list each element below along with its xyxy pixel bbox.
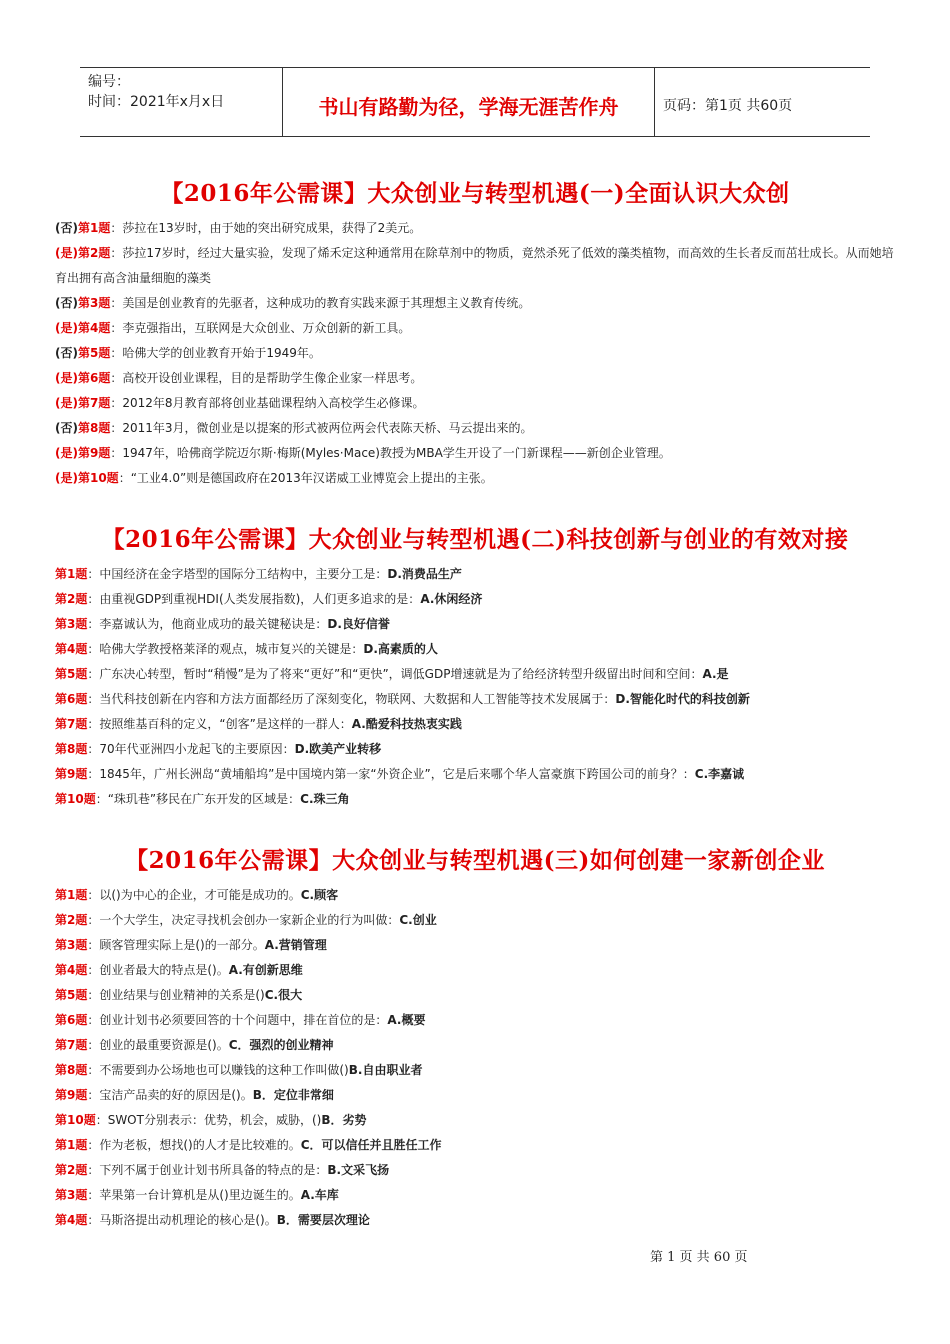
page-footer: 第 1 页 共 60 页 [650,1250,748,1265]
header-time: 时间：2021年x月x日 [88,94,225,110]
question-text: ：1845年，广州长洲岛“黄埔船坞”是中国境内第一家“外资企业”，它是后来哪个华人富豪旗下跨国公司的前身？： [87,767,695,781]
question-number: 第7题 [77,396,111,410]
judgement-tag: (是) [55,321,78,335]
section-title: 【2016年公需课】大众创业与转型机遇(三)如何创建一家新创企业 [125,847,825,874]
question-answer: A.酷爱科技热衷实践 [351,717,462,731]
question-answer: A.概要 [387,1013,426,1027]
question-item [55,612,895,637]
question-number: 第7题 [55,717,88,731]
question-item [55,341,895,366]
question-item [55,787,895,812]
section-title: 【2016年公需课】大众创业与转型机遇(一)全面认识大众创 [160,180,790,207]
judgement-tag: (否) [55,221,78,235]
judgement-tag: (否) [55,421,78,435]
question-text: ：按照维基百科的定义，“创客”是这样的一群人： [87,717,352,731]
judgement-tag: (是) [55,471,78,485]
question-item [55,466,895,491]
question-number: 第9题 [55,1088,88,1102]
question-item [55,1033,895,1058]
question-item [55,1183,895,1208]
question-number: 第1题 [77,221,111,235]
header-page: 页码：第1页 共60页 [663,98,793,114]
question-answer: C.顾客 [300,888,339,902]
question-number: 第5题 [77,346,111,360]
question-text: ：创业结果与创业精神的关系是() [87,988,265,1002]
question-text: ：2011年3月，微创业是以提案的形式被两位两会代表陈天桥、马云提出来的。 [110,421,533,435]
question-answer: C.创业 [399,913,437,927]
question-answer: C．可以信任并且胜任工作 [300,1138,442,1152]
question-answer: A.车库 [300,1188,339,1202]
question-answer: C．强烈的创业精神 [228,1038,334,1052]
question-answer: C.很大 [264,988,303,1002]
judgement-tag: (是) [55,246,78,260]
judgement-tag: (否) [55,296,78,310]
question-item [55,391,895,416]
question-number: 第3题 [55,938,88,952]
question-answer: D.高素质的人 [363,642,438,656]
question-number: 第4题 [55,963,88,977]
question-text: ：创业者最大的特点是()。 [87,963,229,977]
question-text: ：哈佛大学的创业教育开始于1949年。 [110,346,321,360]
question-text: ：李嘉诚认为，他商业成功的最关键秘诀是： [87,617,328,631]
question-answer: D.智能化时代的科技创新 [615,692,750,706]
question-number: 第2题 [77,246,111,260]
question-number: 第8题 [55,1063,88,1077]
question-text: ：顾客管理实际上是()的一部分。 [87,938,265,952]
question-item [55,316,895,341]
question-item [55,712,895,737]
question-item [55,883,895,908]
question-text: ：“工业4.0”则是德国政府在2013年汉诺威工业博览会上提出的主张。 [118,471,493,485]
question-number: 第6题 [55,1013,88,1027]
question-text: ：下列不属于创业计划书所具备的特点的是： [87,1163,328,1177]
question-item [55,1108,895,1133]
document-body [55,175,895,1263]
question-text: ：中国经济在金字塔型的国际分工结构中，主要分工是： [87,567,388,581]
question-text: ：李克强指出，互联网是大众创业、万众创新的新工具。 [110,321,411,335]
question-item [55,291,895,316]
question-text: ：2012年8月教育部将创业基础课程纳入高校学生必修课。 [110,396,425,410]
question-answer: D.良好信誉 [327,617,390,631]
question-item [55,1208,895,1233]
question-text: ：莎拉在13岁时，由于她的突出研究成果，获得了2美元。 [110,221,422,235]
question-item [55,1058,895,1083]
question-answer: B．需要层次理论 [276,1213,370,1227]
judgement-tag: (是) [55,446,78,460]
question-item [55,441,895,466]
question-text: ：高校开设创业课程，目的是帮助学生像企业家一样思考。 [110,371,423,385]
question-number: 第5题 [55,667,88,681]
question-item [55,216,895,241]
question-answer: D.欧美产业转移 [294,742,382,756]
question-number: 第3题 [77,296,111,310]
question-item [55,762,895,787]
question-number: 第1题 [55,888,88,902]
question-number: 第9题 [77,446,111,460]
question-number: 第8题 [77,421,111,435]
question-answer: C.李嘉诚 [694,767,745,781]
question-item [55,416,895,441]
question-text: ：SWOT分别表示：优势，机会，威胁，() [95,1113,322,1127]
question-text: ：以()为中心的企业，才可能是成功的。 [87,888,301,902]
question-answer: A.有创新思维 [228,963,303,977]
question-number: 第2题 [55,1163,88,1177]
question-answer: B.自由职业者 [348,1063,423,1077]
question-number: 第6题 [77,371,111,385]
judgement-tag: (是) [55,371,78,385]
header-meta [80,68,283,136]
question-number: 第10题 [55,792,96,806]
question-section [55,175,895,491]
question-answer: B．定位非常细 [252,1088,334,1102]
question-text: ：70年代亚洲四小龙起飞的主要原因： [87,742,295,756]
question-answer: C.珠三角 [300,792,350,806]
question-text: ：当代科技创新在内容和方法方面都经历了深刻变化，物联网、大数据和人工智能等技术发展属于： [87,692,616,706]
question-number: 第10题 [77,471,119,485]
question-answer: A.营销管理 [264,938,327,952]
question-text: ：由重视GDP到重视HDI(人类发展指数)，人们更多追求的是： [87,592,421,606]
question-text: ：作为老板，想找()的人才是比较难的。 [87,1138,301,1152]
question-answer: A.休闲经济 [420,592,483,606]
question-text: ：创业计划书必须要回答的十个问题中，排在首位的是： [87,1013,388,1027]
header-motto: 书山有路勤为径，学海无涯苦作舟 [283,68,655,136]
question-item [55,687,895,712]
question-number: 第5题 [55,988,88,1002]
question-item [55,933,895,958]
question-item [55,1008,895,1033]
question-text: ：创业的最重要资源是()。 [87,1038,229,1052]
question-answer: B．劣势 [321,1113,367,1127]
question-number: 第1题 [55,567,88,581]
question-item [55,958,895,983]
question-text: ：1947年，哈佛商学院迈尔斯·梅斯(Myles·Mace)教授为MBA学生开设了一门新课程——新创企业管理。 [110,446,671,460]
question-item [55,241,895,291]
question-item [55,1133,895,1158]
question-number: 第4题 [55,642,88,656]
question-number: 第4题 [55,1213,88,1227]
header-code: 编号： [88,74,130,90]
question-item [55,562,895,587]
question-text: ：苹果第一台计算机是从()里边诞生的。 [87,1188,301,1202]
question-text: ：宝洁产品卖的好的原因是()。 [87,1088,253,1102]
question-answer: D.消费品生产 [387,567,462,581]
question-item [55,983,895,1008]
question-text: ：美国是创业教育的先驱者，这种成功的教育实践来源于其理想主义教育传统。 [110,296,531,310]
question-number: 第3题 [55,1188,88,1202]
question-number: 第8题 [55,742,88,756]
question-text: ：不需要到办公场地也可以赚钱的这种工作叫做() [87,1063,349,1077]
question-item [55,662,895,687]
question-number: 第3题 [55,617,88,631]
question-item [55,1083,895,1108]
section-title: 【2016年公需课】大众创业与转型机遇(二)科技创新与创业的有效对接 [101,526,849,553]
question-text: ：广东决心转型，暂时“稍慢”是为了将来“更好”和“更快”，调低GDP增速就是为了给经济转型升级留出时间和空间： [87,667,703,681]
question-text: ：“珠玑巷”移民在广东开发的区域是： [95,792,301,806]
question-text: ：马斯洛提出动机理论的核心是()。 [87,1213,277,1227]
question-item [55,366,895,391]
question-number: 第6题 [55,692,88,706]
question-section [55,521,895,812]
question-text: ：一个大学生，决定寻找机会创办一家新企业的行为叫做： [87,913,400,927]
question-item [55,737,895,762]
question-number: 第2题 [55,913,88,927]
question-number: 第4题 [77,321,111,335]
question-section [55,842,895,1233]
question-answer: B.文采飞扬 [327,1163,390,1177]
question-text: ：莎拉17岁时，经过大量实验，发现了烯禾定这种通常用在除草剂中的物质，竟然杀死了低效的藻类植物，而高效的生长者反而茁壮成长。从而她培育出拥有高含油量细胞的藻类 [55,246,894,285]
question-number: 第10题 [55,1113,96,1127]
question-item [55,908,895,933]
judgement-tag: (是) [55,396,78,410]
question-number: 第7题 [55,1038,88,1052]
question-number: 第2题 [55,592,88,606]
judgement-tag: (否) [55,346,78,360]
question-item [55,637,895,662]
question-item [55,1158,895,1183]
question-number: 第9题 [55,767,88,781]
question-number: 第1题 [55,1138,88,1152]
question-text: ：哈佛大学教授格莱泽的观点，城市复兴的关键是： [87,642,364,656]
question-answer: A.是 [702,667,729,681]
page-header [80,67,870,137]
question-item [55,587,895,612]
